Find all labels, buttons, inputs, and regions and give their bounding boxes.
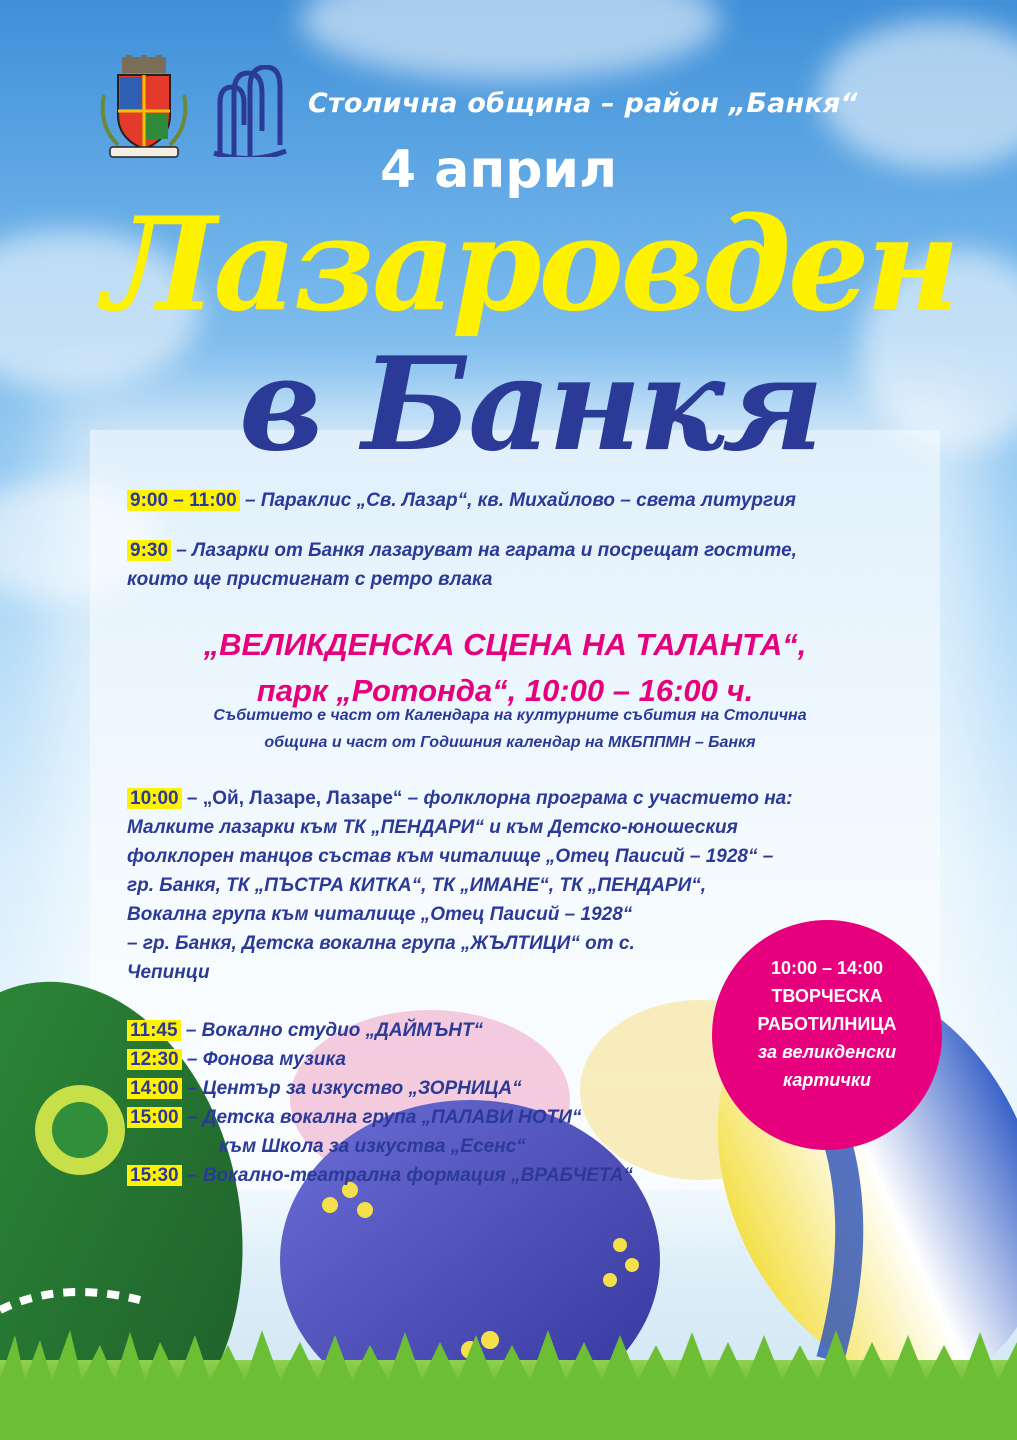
talent-stage-heading <box>90 622 920 714</box>
folklore-line: Вокална група към читалище „Отец Паисий – 1928“ <box>127 904 633 925</box>
schedule-item <box>127 1103 581 1161</box>
municipality-name: Столична община – район „Банкя“ <box>308 88 859 119</box>
schedule-item <box>127 1074 522 1103</box>
event-title-line1: Лазаровден <box>103 190 957 340</box>
schedule-time: 15:00 <box>127 1107 182 1128</box>
workshop-line: РАБОТИЛНИЦА <box>757 1014 897 1034</box>
banya-district-logo <box>212 65 288 157</box>
schedule-item <box>127 1045 346 1074</box>
schedule-time: 9:30 <box>127 540 171 561</box>
schedule-item <box>127 486 796 515</box>
folklore-line: Малките лазарки към ТК „ПЕНДАРИ“ и към Детско-юношеския <box>127 817 738 838</box>
workshop-time: 10:00 – 14:00 <box>770 958 884 978</box>
folklore-title: – „Ой, Лазаре, Лазаре“ <box>181 788 403 809</box>
workshop-line: за великденски <box>757 1042 897 1062</box>
event-date: 4 април <box>380 140 618 200</box>
note-line: Събитието е част от Календара на културните събития на Столична <box>213 707 807 724</box>
schedule-text: – Фонова музика <box>181 1049 346 1070</box>
schedule-item <box>127 536 797 594</box>
event-title-line2: в Банкя <box>239 330 821 480</box>
schedule-text: – Лазарки от Банкя лазаруват на гарата и посрещат гостите, <box>171 540 797 561</box>
schedule-text-cont: към Школа за изкуства „Есенс“ <box>219 1136 526 1157</box>
schedule-text: – Детска вокална група „ПАЛАВИ НОТИ“ <box>181 1107 582 1128</box>
folklore-line: фолклорен танцов състав към читалище „Отец Паисий – 1928“ – <box>127 846 774 867</box>
folklore-line: – гр. Банкя, Детска вокална група „ЖЪЛТИЦИ“ от с. <box>127 933 635 954</box>
workshop-badge <box>712 920 942 1150</box>
schedule-item <box>127 1161 633 1190</box>
folklore-program <box>127 784 793 987</box>
note-line: община и част от Годишния календар на МКБППМН – Банкя <box>264 734 756 751</box>
schedule-text-cont: които ще пристигнат с ретро влака <box>127 569 493 590</box>
cloud <box>300 0 720 80</box>
schedule-text: – Параклис „Св. Лазар“, кв. Михайлово – света литургия <box>239 490 796 511</box>
schedule-text: – Център за изкуство „ЗОРНИЦА“ <box>181 1078 522 1099</box>
talent-stage-location: парк „Ротонда“, 10:00 – 16:00 ч. <box>256 673 754 708</box>
schedule-time: 9:00 – 11:00 <box>127 490 240 511</box>
workshop-line: ТВОРЧЕСКА <box>771 986 883 1006</box>
schedule-time: 12:30 <box>127 1049 182 1070</box>
schedule-text: – Вокално студио „ДАЙМЪНТ“ <box>180 1020 484 1041</box>
schedule-time: 11:45 <box>127 1020 181 1041</box>
talent-stage-note <box>130 702 890 756</box>
folklore-line: Чепинци <box>127 962 210 983</box>
sofia-coat-of-arms-logo <box>100 55 188 159</box>
schedule-time: 14:00 <box>127 1078 182 1099</box>
folklore-line: гр. Банкя, ТК „ПЪСТРА КИТКА“, ТК „ИМАНЕ“, ТК „ПЕНДАРИ“, <box>127 875 707 896</box>
schedule-time: 15:30 <box>127 1165 182 1186</box>
talent-stage-title: „ВЕЛИКДЕНСКА СЦЕНА НА ТАЛАНТА“, <box>203 627 807 662</box>
schedule-time: 10:00 <box>127 788 182 809</box>
folklore-line: – фолклорна програма с участието на: <box>402 788 793 809</box>
schedule-item <box>127 1016 483 1045</box>
workshop-line: картички <box>783 1070 871 1090</box>
schedule-text: – Вокално-театрална формация „ВРАБЧЕТА“ <box>181 1165 633 1186</box>
